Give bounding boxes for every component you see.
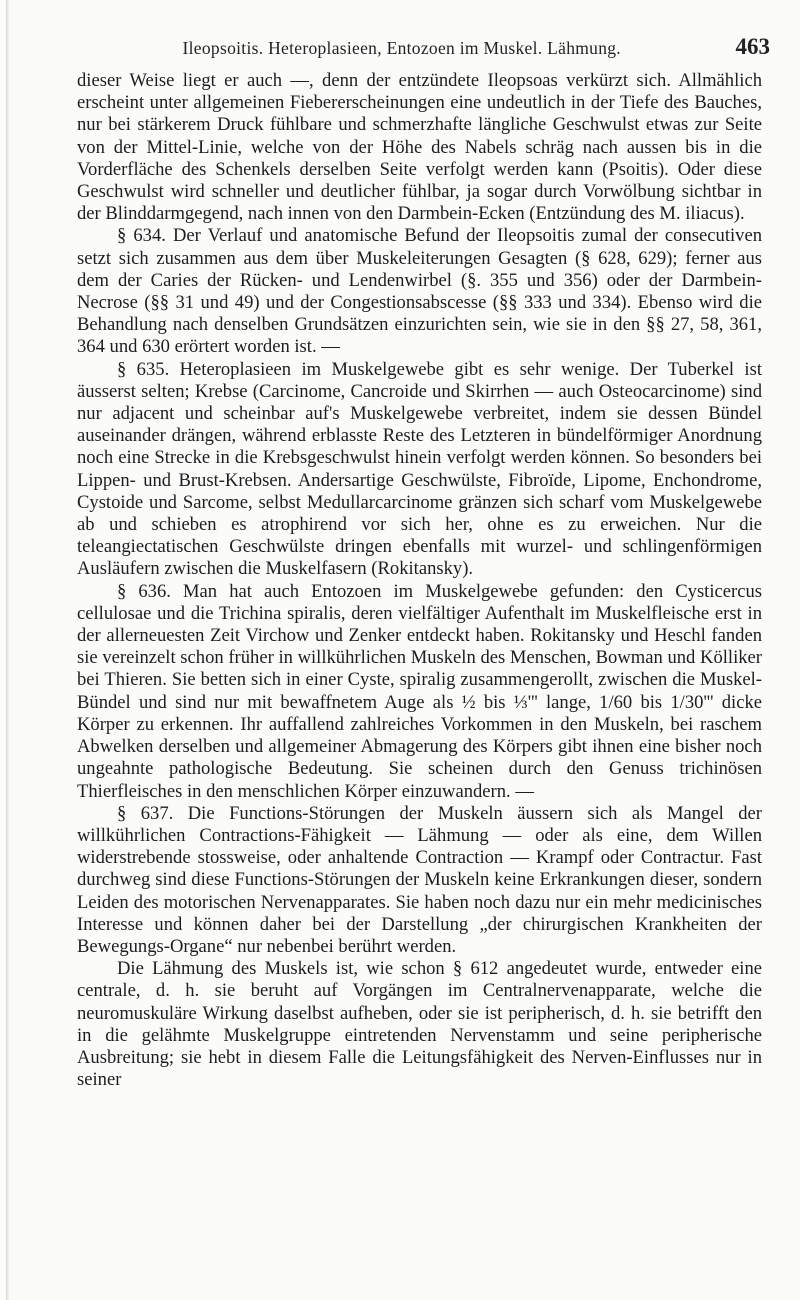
body-text bbox=[77, 70, 762, 1091]
paragraph-section-634: § 634. Der Verlauf und anatomische Befund der Ileopsoitis zumal der consecutiven setzt sich zusammen aus dem über Muskeleiterungen Gesagten (§ 628, 629); ferner aus dem der Caries der Rücken- und Lendenwirbel (§. 355 und 356) oder der Darmbein-Necrose (§§ 31 und 49) und der Congestionsabscesse (§§ 333 und 334). Ebenso wird die Behandlung nach denselben Grundsätzen einzurichten sein, wie sie in den §§ 27, 58, 361, 364 und 630 erörtert worden ist. — bbox=[77, 225, 762, 358]
running-header bbox=[78, 34, 770, 64]
paragraph-section-635: § 635. Heteroplasieen im Muskelgewebe gibt es sehr wenige. Der Tuberkel ist äusserst selten; Krebse (Carcinome, Cancroide und Skirrhen — auch Osteocarcinome) sind nur adjacent und scheinbar auf's Muskelgewebe verbreitet, indem sie dessen Bündel auseinander drängen, während erblasste Reste des Letzteren in bündelförmiger Anordnung noch eine Strecke in die Krebsgeschwulst hinein verfolgt werden können. So besonders bei Lippen- und Brust-Krebsen. Andersartige Geschwülste, Fibroïde, Lipome, Enchondrome, Cystoide und Sarcome, selbst Medullarcarcinome gränzen sich scharf vom Muskelgewebe ab und schieben es atrophirend vor sich her, ohne es zu erweichen. Nur die teleangiectatischen Geschwülste dringen ebenfalls mit wurzel- und schlingenförmigen Ausläufern zwischen die Muskelfasern (Rokitansky). bbox=[77, 358, 762, 580]
paragraph-lahmung: Die Lähmung des Muskels ist, wie schon § 612 angedeutet wurde, entweder eine centrale, d. h. sie beruht auf Vorgängen im Centralnervenapparate, welche die neuromuskuläre Wirkung daselbst aufheben, oder sie ist peripherisch, d. h. sie betrifft den in die gelähmte Muskelgruppe eintretenden Nervenstamm und seine peripherische Ausbreitung; sie hebt in diesem Falle die Leitungsfähigkeit des Nerven-Einflusses nur in seiner bbox=[77, 958, 762, 1091]
paragraph-section-637: § 637. Die Functions-Störungen der Muskeln äussern sich als Mangel der willkührlichen Contractions-Fähigkeit — Lähmung — oder als eine, dem Willen widerstrebende stossweise, oder anhaltende Contraction — Krampf oder Contractur. Fast durchweg sind diese Functions-Störungen der Muskeln keine Erkrankungen dieser, sondern Leiden des motorischen Nervenapparates. Sie haben noch dazu nur ein mehr medicinisches Interesse und können daher bei der Darstellung „der chirurgischen Krankheiten der Bewegungs-Organe“ nur nebenbei berührt werden. bbox=[77, 802, 762, 957]
page-number: 463 bbox=[735, 34, 770, 59]
page-edge-shadow bbox=[6, 0, 9, 1300]
paragraph-continuation: dieser Weise liegt er auch —, denn der entzündete Ileopsoas verkürzt sich. Allmählich erscheint unter allgemeinen Fiebererscheinungen eine undeutlich in der Tiefe des Bauches, nur bei stärkerem Druck fühlbare und schmerzhafte längliche Geschwulst etwas zur Seite von der Mittel-Linie, welche von der Höhe des Nabels schräg nach aussen bis in die Vorderfläche des Schenkels derselben Seite verfolgt werden kann (Psoitis). Oder diese Geschwulst wird schneller und deutlicher fühlbar, ja sogar durch Vorwölbung sichtbar in der Blinddarmgegend, nach innen von den Darmbein-Ecken (Entzündung des M. iliacus). bbox=[77, 70, 762, 225]
paragraph-section-636: § 636. Man hat auch Entozoen im Muskelgewebe gefunden: den Cysticercus cellulosae und die Trichina spiralis, deren vielfältiger Aufenthalt im Muskelfleische erst in der allerneuesten Zeit Virchow und Zenker entdeckt haben. Rokitansky und Heschl fanden sie vereinzelt schon früher in willkührlichen Muskeln des Menschen, Bowman und Kölliker bei Thieren. Sie betten sich in einer Cyste, spiralig zusammengerollt, zwischen die Muskel-Bündel und sind nur mit bewaffnetem Auge als ½ bis ⅓''' lange, 1/60 bis 1/30''' dicke Körper zu erkennen. Ihr auffallend zahlreiches Vorkommen in den Muskeln, bei raschem Abwelken derselben und allgemeiner Abmagerung des Körpers gibt ihnen eine bisher noch ungeahnte pathologische Bedeutung. Sie scheinen durch den Genuss trichinösen Thierfleisches in den menschlichen Körper einzuwandern. — bbox=[77, 580, 762, 802]
running-title: Ileopsoitis. Heteroplasieen, Entozoen im Muskel. Lähmung. bbox=[182, 38, 621, 58]
